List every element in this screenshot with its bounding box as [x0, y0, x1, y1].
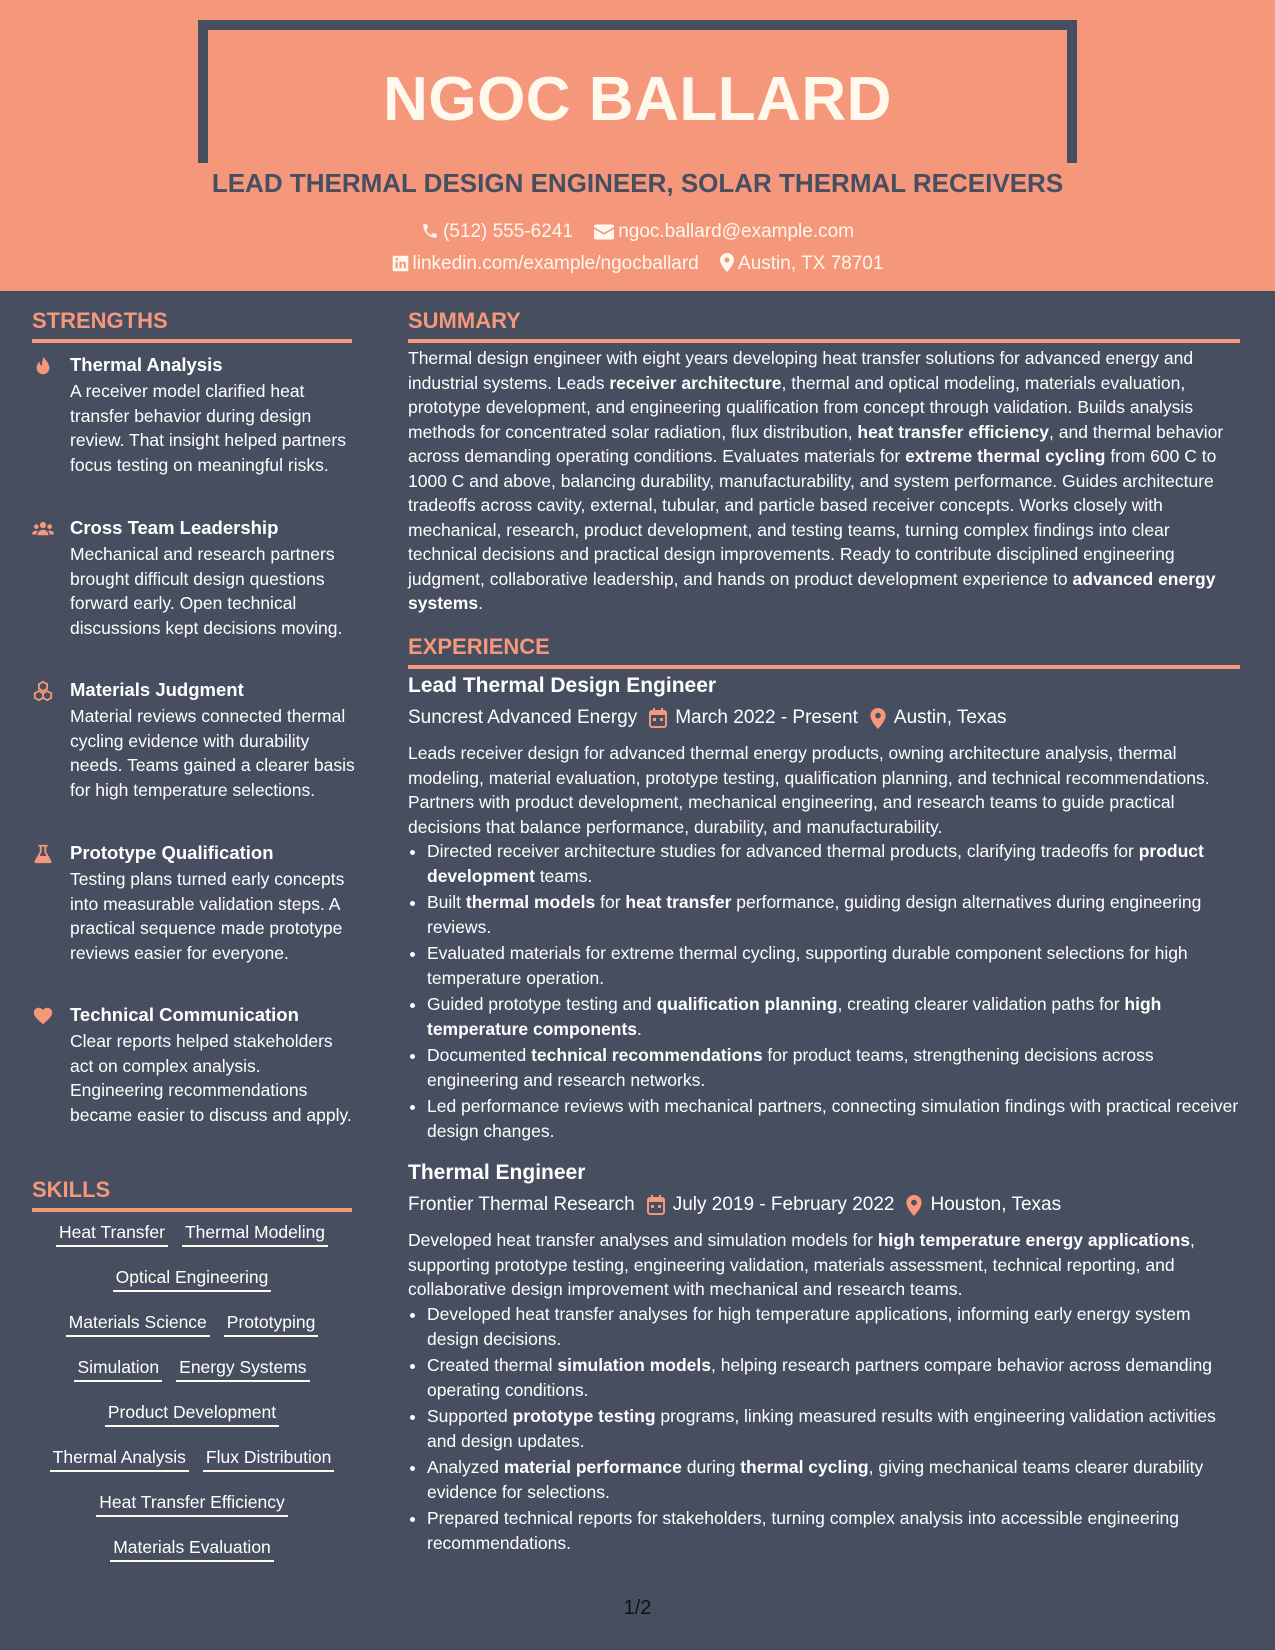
skill-tag: Materials Science [66, 1310, 210, 1337]
skill-tag: Product Development [105, 1400, 279, 1427]
strengths-heading: STRENGTHS [32, 306, 352, 343]
job-bullets [408, 1302, 1240, 1557]
job-dates: March 2022 - Present [675, 707, 858, 728]
job-meta [408, 1192, 1061, 1218]
heart-icon [32, 1005, 54, 1027]
contact-row-1 [0, 219, 1275, 245]
strength-title: Prototype Qualification [70, 842, 274, 863]
job-title: Lead Thermal Design Engineer [408, 674, 717, 697]
strength-title: Technical Communication [70, 1004, 299, 1025]
job-headline: LEAD THERMAL DESIGN ENGINEER, SOLAR THERMAL RECEIVERS [211, 168, 1064, 198]
skill-tag: Simulation [74, 1355, 162, 1382]
flame-icon [32, 355, 54, 377]
experience-heading: EXPERIENCE [408, 632, 1240, 669]
summary-heading: SUMMARY [408, 306, 1240, 343]
job-description: Leads receiver design for advanced thermal energy products, owning architecture analysis, thermal modeling, material evaluation, prototype testing, qualification planning, and technical recommendations. Partners with product development, mechanical engineering, and research teams to guide practical decisions that balance performance, durability, and manufacturability. [408, 743, 1210, 837]
bullet-item: • Created thermal simulation models, helping research partners compare behavior across demanding operating conditions. [427, 1353, 1240, 1402]
linkedin-contact[interactable] [392, 251, 699, 277]
company-name: Frontier Thermal Research [408, 1194, 635, 1215]
header-band [0, 0, 1275, 291]
phone-icon [421, 222, 439, 240]
strength-desc: Testing plans turned early concepts into measurable validation steps. A practical sequence made prototype reviews easier for everyone. [70, 869, 345, 963]
bullet-item: • Documented technical recommendations for product teams, strengthening decisions across engineering and research networks. [427, 1043, 1240, 1092]
location-text: Austin, TX 78701 [738, 253, 884, 274]
summary-text: Thermal design engineer with eight years developing heat transfer solutions for advanced energy and industrial systems. Leads receiver architecture, thermal and optical modeling, materials evaluation, prototype development, and engineering qualification from concept through validation. Builds analysis methods for concentrated solar radiation, flux distribution, heat transfer efficiency, and thermal behavior across demanding operating conditions. Evaluates materials for extreme thermal cycling from 600 C to 1000 C and above, balancing durability, manufacturability, and system performance. Guides architecture tradeoffs across cavity, external, tubular, and particle based receiver concepts. Works closely with mechanical, research, product development, and testing teams, turning complex findings into clear technical decisions and practical design improvements. Ready to contribute disciplined engineering judgment, collaborative leadership, and hands on product development experience to advanced energy systems. [408, 348, 1224, 613]
phone-contact[interactable] [421, 219, 573, 245]
skill-tag: Prototyping [224, 1310, 319, 1337]
skill-tag: Thermal Analysis [50, 1445, 189, 1472]
bullet-item: • Developed heat transfer analyses for high temperature applications, informing early energy system design decisions. [427, 1302, 1240, 1351]
strength-title: Materials Judgment [70, 679, 244, 700]
location-contact [720, 251, 883, 277]
strength-desc: Clear reports helped stakeholders act on complex analysis. Engineering recommendations became easier to discuss and apply. [70, 1031, 352, 1125]
phone-text: (512) 555-6241 [442, 221, 573, 242]
skill-tag: Materials Evaluation [110, 1535, 274, 1562]
bullet-item: • Built thermal models for heat transfer performance, guiding design alternatives during engineering reviews. [427, 890, 1240, 939]
strength-desc: Mechanical and research partners brought difficult design questions forward early. Open technical discussions kept decisions moving. [70, 544, 343, 638]
company-name: Suncrest Advanced Energy [408, 707, 638, 728]
strength-desc: Material reviews connected thermal cycling evidence with durability needs. Teams gained a clearer basis for high temperature selections. [70, 706, 355, 800]
skill-tag: Energy Systems [176, 1355, 309, 1382]
cubes-icon [32, 680, 54, 702]
strength-desc: A receiver model clarified heat transfer behavior during design review. That insight helped partners focus testing on meaningful risks. [70, 381, 346, 475]
skills-heading: SKILLS [32, 1175, 352, 1212]
email-contact[interactable] [594, 219, 854, 245]
flask-icon [32, 843, 54, 865]
bullet-item: • Directed receiver architecture studies for advanced thermal products, clarifying tradeoffs for product development teams. [427, 839, 1240, 888]
bullet-item: • Supported prototype testing programs, linking measured results with engineering validation activities and design updates. [427, 1404, 1240, 1453]
skill-tag: Thermal Modeling [182, 1220, 328, 1247]
bullet-item: • Analyzed material performance during thermal cycling, giving mechanical teams clearer durability evidence for selections. [427, 1455, 1240, 1504]
job-location: Houston, Texas [930, 1194, 1062, 1215]
map-pin-icon [906, 1195, 922, 1216]
job-location: Austin, Texas [893, 707, 1007, 728]
job-meta [408, 705, 1007, 731]
map-pin-icon [720, 253, 734, 272]
skills-list [32, 1220, 352, 1580]
bullet-item: • Prepared technical reports for stakeholders, turning complex analysis into accessible engineering recommendations. [427, 1506, 1240, 1555]
job-dates: July 2019 - February 2022 [672, 1194, 895, 1215]
calendar-icon [647, 1195, 665, 1215]
job-title: Thermal Engineer [408, 1161, 586, 1184]
candidate-name: NGOC BALLARD [383, 65, 892, 134]
linkedin-icon [392, 255, 409, 272]
skill-tag: Heat Transfer Efficiency [96, 1490, 287, 1517]
email-text: ngoc.ballard@example.com [618, 221, 854, 242]
page-number: 1/2 [623, 1597, 652, 1619]
bullet-item: • Evaluated materials for extreme thermal cycling, supporting durable component selections for high temperature operation. [427, 941, 1240, 990]
map-pin-icon [870, 708, 886, 729]
calendar-icon [649, 708, 667, 728]
envelope-icon [594, 224, 614, 240]
strength-title: Thermal Analysis [70, 354, 223, 375]
bullet-item: • Guided prototype testing and qualification planning, creating clearer validation paths for high temperature components. [427, 992, 1240, 1041]
strength-title: Cross Team Leadership [70, 517, 279, 538]
job-bullets [408, 839, 1240, 1145]
skill-tag: Optical Engineering [113, 1265, 272, 1292]
users-icon [32, 518, 54, 540]
contact-row-2 [0, 251, 1275, 277]
skill-tag: Flux Distribution [203, 1445, 334, 1472]
skill-tag: Heat Transfer [56, 1220, 168, 1247]
linkedin-text: linkedin.com/example/ngocballard [412, 253, 699, 274]
bullet-item: • Led performance reviews with mechanical partners, connecting simulation findings with practical receiver design changes. [427, 1094, 1240, 1143]
job-description: Developed heat transfer analyses and simulation models for high temperature energy applications, supporting prototype testing, engineering validation, materials assessment, technical reporting, and collaborative design improvement with mechanical and research teams. [408, 1230, 1195, 1299]
